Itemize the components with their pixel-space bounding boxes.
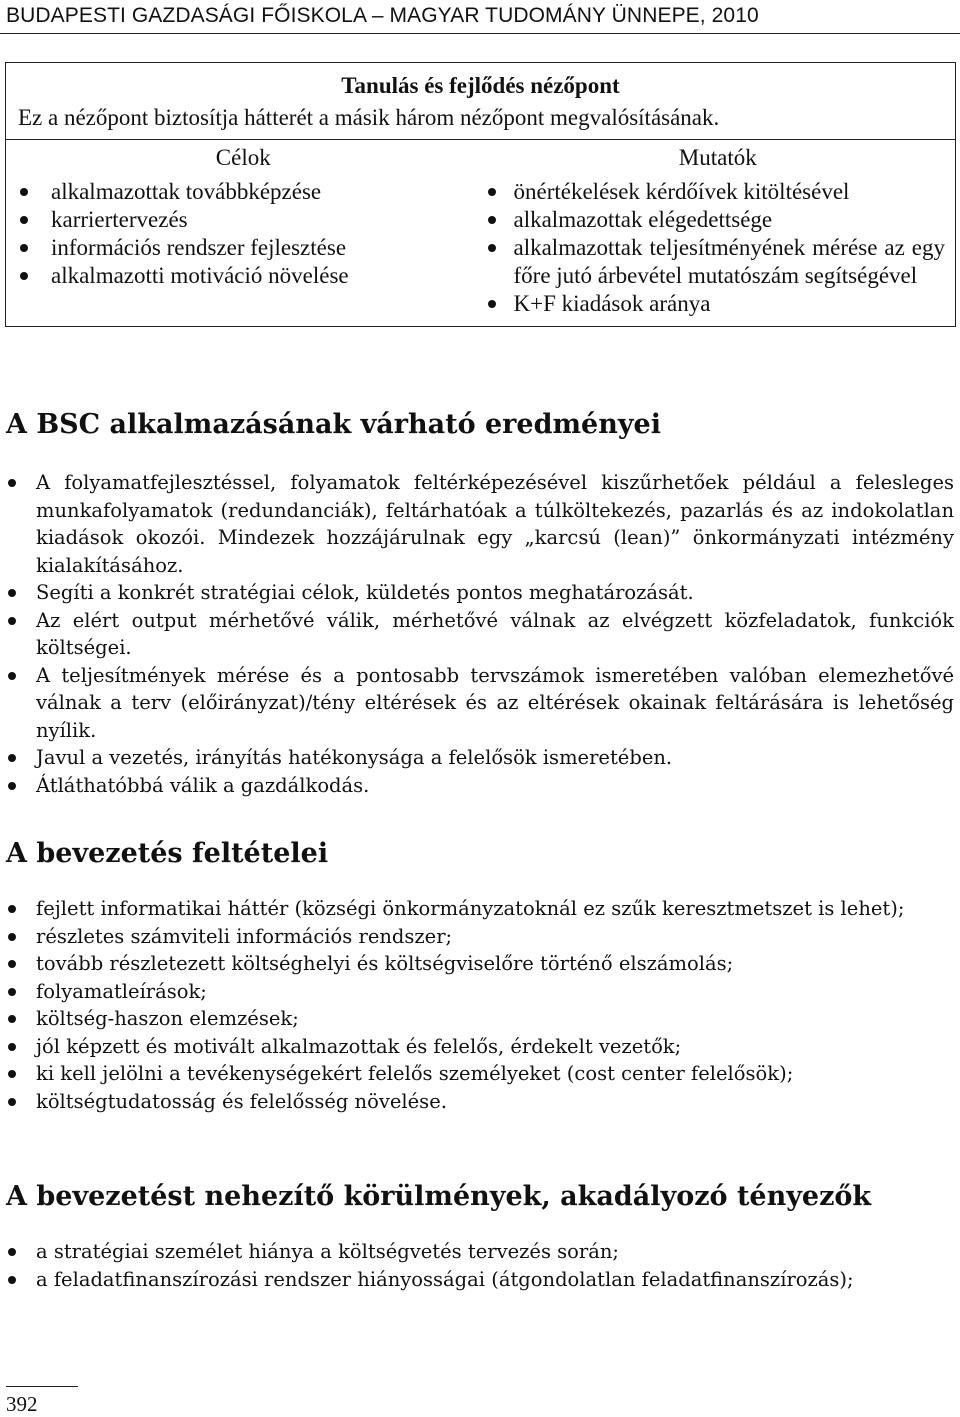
header-rule (0, 33, 960, 34)
list-item: Az elért output mérhetővé válik, mérhetővé válnak az elvégzett közfeladatok, funkciók költségei. (6, 607, 954, 662)
page-number: 392 (6, 1392, 38, 1416)
prerequisites-list (6, 895, 954, 1115)
metric-item: alkalmazottak teljesítményének mérése az egy főre jutó árbevétel mutatószám segítségével (481, 234, 956, 290)
metrics-column (481, 140, 956, 327)
goal-item: információs rendszer fejlesztése (6, 234, 481, 262)
goals-heading: Célok (215, 145, 271, 170)
list-item: Javul a vezetés, irányítás hatékonysága a felelősök ismeretében. (6, 744, 954, 772)
list-item: A teljesítmények mérése és a pontosabb tervszámok ismeretében valóban elemezhetővé válnak a terv (előirányzat)/tény eltérések és az eltérések okainak feltárására is lehetőség nyílik. (6, 662, 954, 745)
metric-item: K+F kiadások aránya (481, 290, 956, 318)
list-item: fejlett informatikai háttér (községi önkormányzatoknál ez szűk keresztmetszet is lehet); (6, 895, 954, 923)
list-item: Átláthatóbbá válik a gazdálkodás. (6, 772, 954, 800)
list-item: jól képzett és motivált alkalmazottak és felelős, érdekelt vezetők; (6, 1033, 954, 1061)
list-item: A folyamatfejlesztéssel, folyamatok feltérképezésével kiszűrhetőek például a felesleges munkafolyamatok (redundanciák), feltárhatóak a túlköltekezés, pazarlás és az indokolatlan kiadások okozói. Mindezek hozzájárulnak egy „karcsú (lean)” önkormányzati intézmény kialakításához. (6, 469, 954, 579)
list-item: ki kell jelölni a tevékenységekért felelős személyeket (cost center felelősök); (6, 1060, 954, 1088)
metrics-list (481, 178, 956, 318)
metrics-heading: Mutatók (678, 145, 757, 170)
metric-item: önértékelések kérdőívek kitöltésével (481, 178, 956, 206)
section-expected-results (6, 408, 954, 799)
obstacles-list (6, 1238, 954, 1293)
list-item: költség-haszon elemzések; (6, 1005, 954, 1033)
section-heading: A BSC alkalmazásának várható eredményei (6, 409, 661, 440)
goals-column (6, 140, 481, 327)
list-item: Segíti a konkrét stratégiai célok, küldetés pontos meghatározását. (6, 579, 954, 607)
running-head: BUDAPESTI GAZDASÁGI FŐISKOLA – MAGYAR TUDOMÁNY ÜNNEPE, 2010 (6, 4, 759, 27)
goal-item: karriertervezés (6, 206, 481, 234)
metric-item: alkalmazottak elégedettsége (481, 206, 956, 234)
results-list (6, 469, 954, 799)
section-prerequisites (6, 837, 954, 1115)
list-item: a feladatfinanszírozási rendszer hiányosságai (átgondolatlan feladatfinanszírozás); (6, 1266, 954, 1294)
list-item: költségtudatosság és felelősség növelése. (6, 1088, 954, 1116)
goal-item: alkalmazotti motiváció növelése (6, 262, 481, 290)
box-intro: Ez a nézőpont biztosítja hátterét a másik három nézőpont megvalósításának. (6, 103, 956, 140)
list-item: tovább részletezett költséghelyi és költségviselőre történő elszámolás; (6, 950, 954, 978)
goal-item: alkalmazottak továbbképzése (6, 178, 481, 206)
goals-list (6, 178, 481, 290)
section-heading: A bevezetés feltételei (6, 838, 329, 869)
list-item: a stratégiai személet hiánya a költségvetés tervezés során; (6, 1238, 954, 1266)
box-title: Tanulás és fejlődés nézőpont (6, 63, 956, 104)
section-heading: A bevezetést nehezítő körülmények, akadályozó tényezők (6, 1181, 872, 1212)
list-item: folyamatleírások; (6, 978, 954, 1006)
learning-perspective-box (5, 62, 956, 327)
list-item: részletes számviteli információs rendszer; (6, 923, 954, 951)
section-obstacles (6, 1180, 954, 1293)
footnote-rule (6, 1386, 78, 1387)
